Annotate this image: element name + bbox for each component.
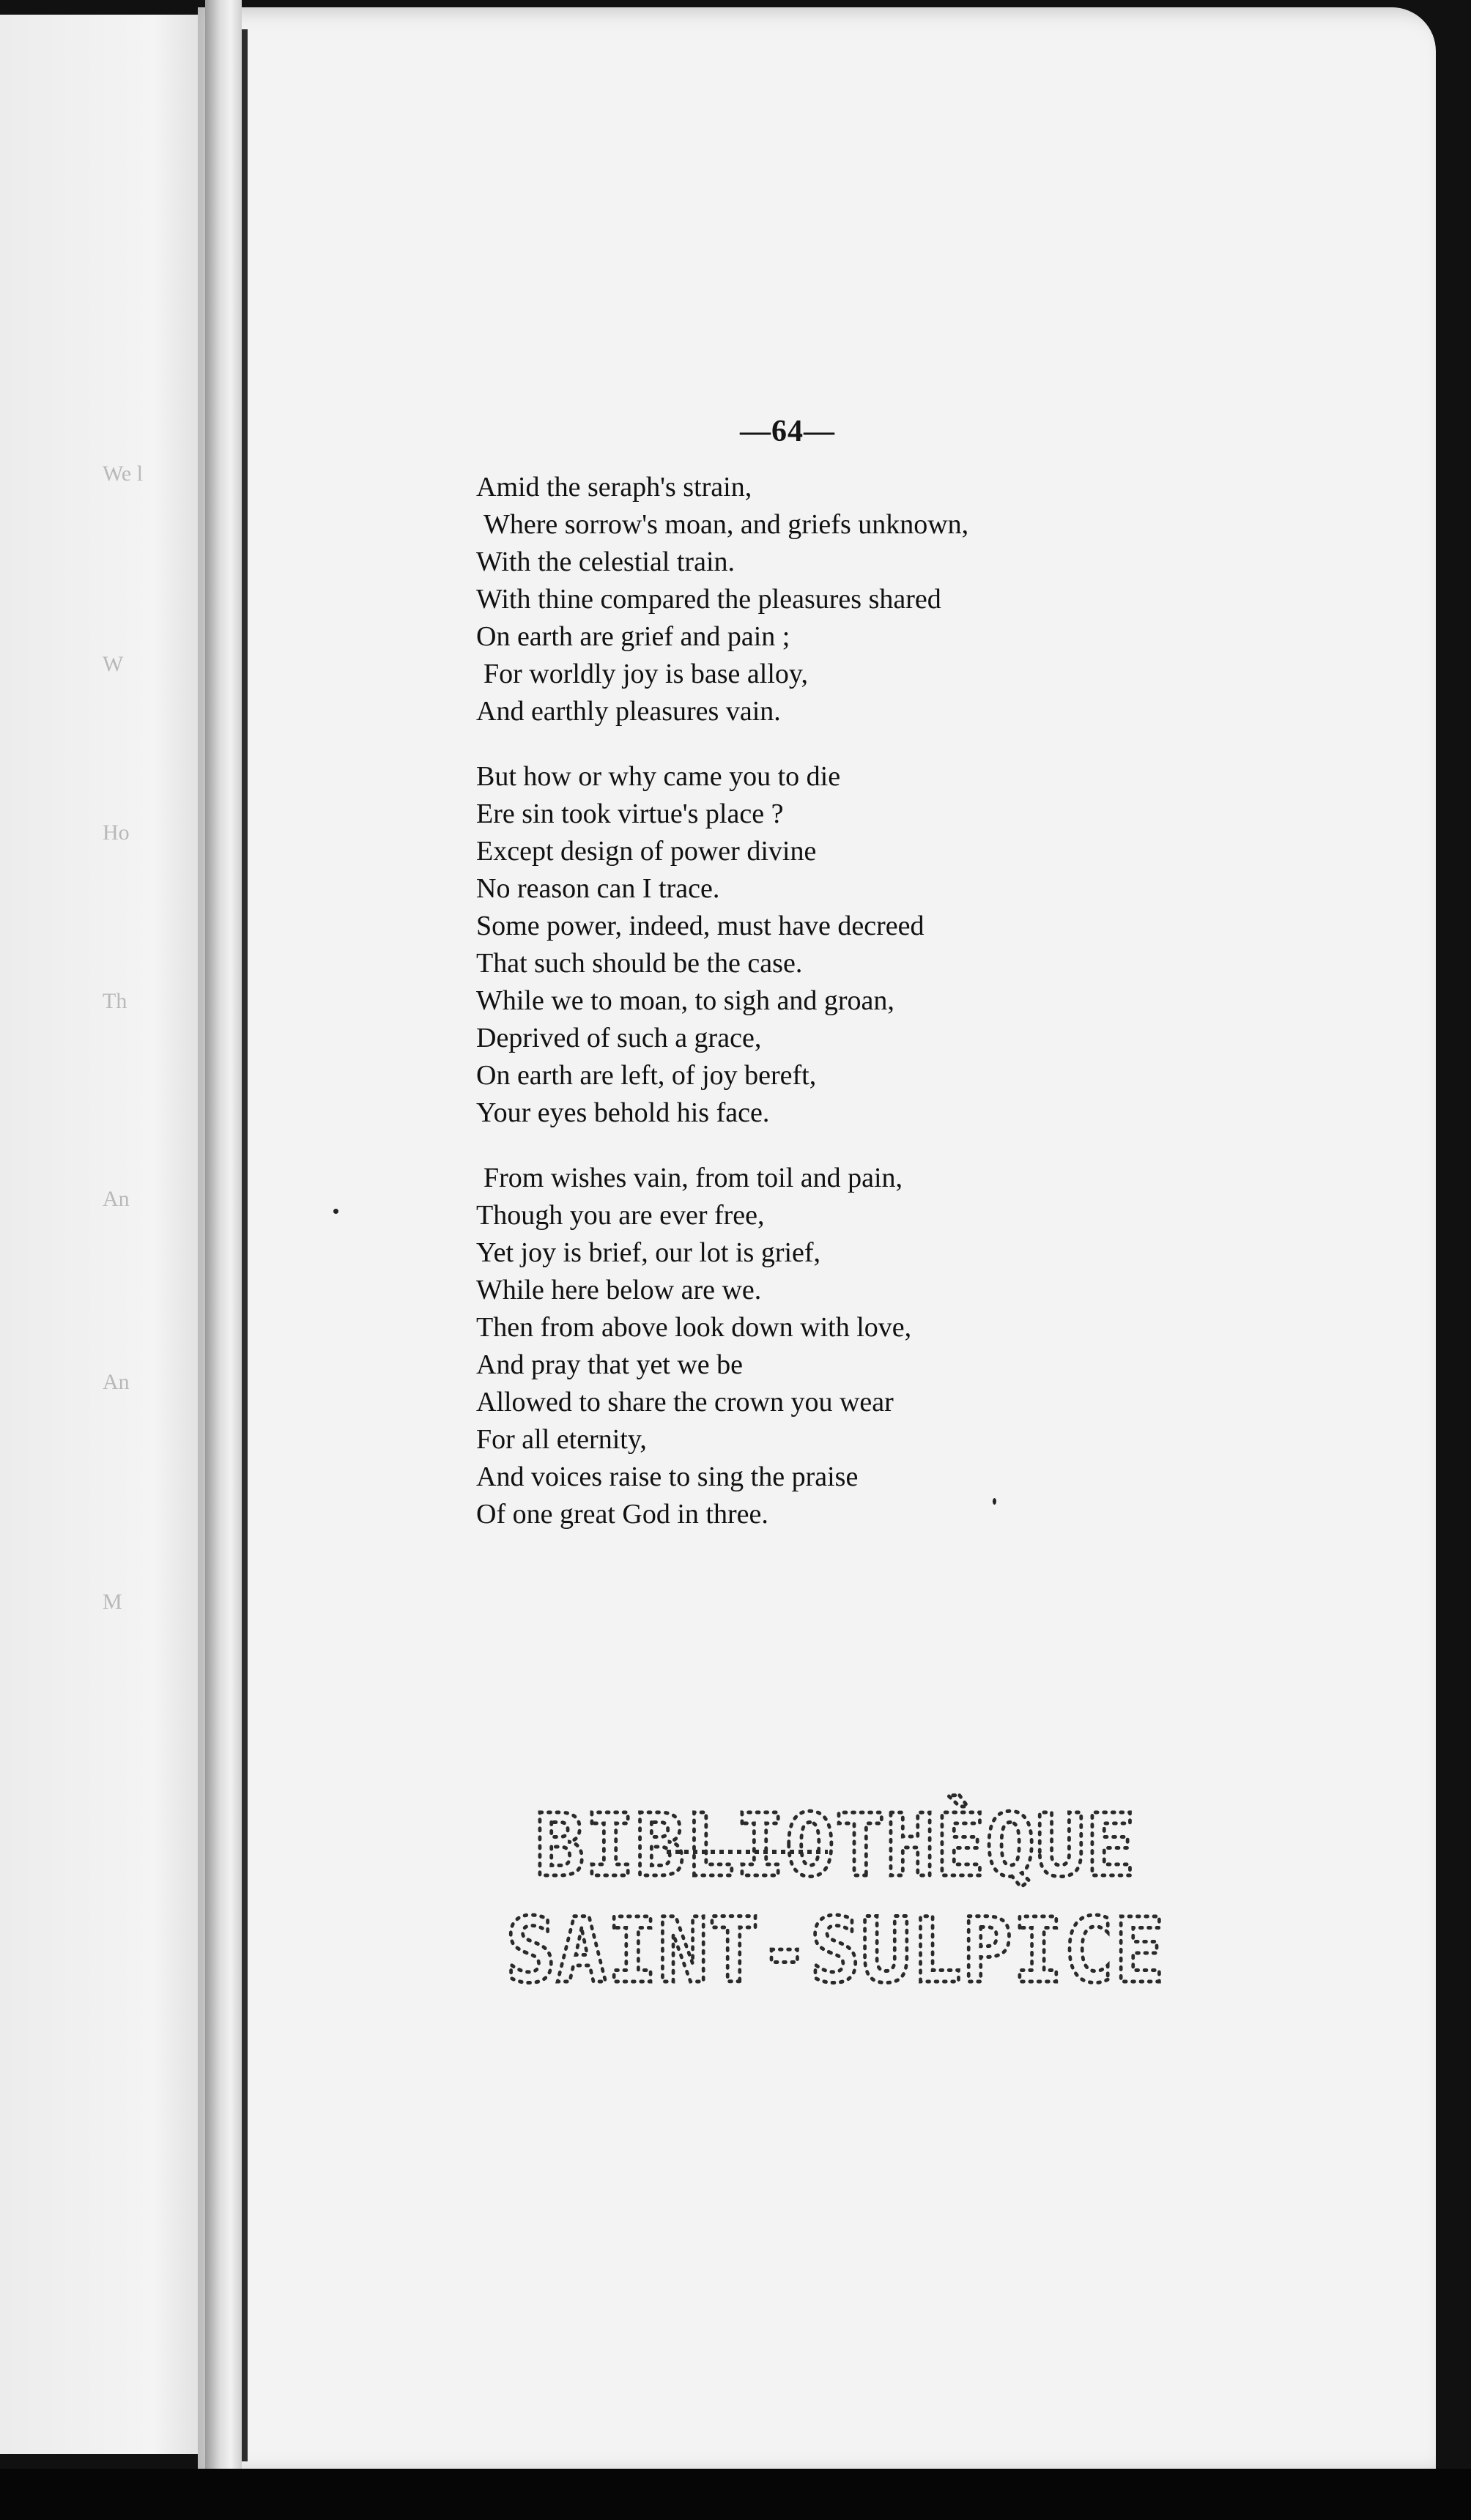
poem-line: Amid the seraph's strain,: [476, 472, 752, 503]
page-number: —64—: [740, 415, 835, 448]
bleed-through-text: Th: [103, 989, 127, 1013]
bleed-through-text: Ho: [103, 820, 130, 845]
bleed-through-text: We l: [103, 462, 144, 486]
poem-text: [476, 469, 1282, 1561]
scan-border: [0, 2469, 1471, 2520]
poem-line: Though you are ever free,: [476, 1200, 765, 1231]
poem-line: With thine compared the pleasures shared: [476, 584, 941, 615]
bleed-through-text: An: [103, 1370, 130, 1394]
library-perforation-stamp: [483, 1787, 1187, 2007]
bleed-through-text: W: [103, 652, 124, 676]
paper-speck: [993, 1498, 996, 1505]
poem-line: Deprived of such a grace,: [476, 1023, 762, 1053]
stamp-line-2: SAINT-SULPICE: [505, 1899, 1165, 2003]
poem-line: While we to moan, to sigh and groan,: [476, 985, 894, 1016]
page-gutter: [205, 0, 242, 2520]
poem-line: Some power, indeed, must have decreed: [476, 911, 925, 941]
poem-line: On earth are left, of joy bereft,: [476, 1060, 817, 1091]
poem-line: Then from above look down with love,: [476, 1312, 912, 1343]
stanza: [476, 469, 1282, 730]
page-edge-shadow: [242, 29, 248, 2461]
poem-line: And voices raise to sing the praise: [476, 1461, 859, 1492]
poem-line: For worldly joy is base alloy,: [483, 659, 808, 689]
poem-line: While here below are we.: [476, 1275, 762, 1305]
poem-line: On earth are grief and pain ;: [476, 621, 790, 652]
paper-speck: [333, 1209, 338, 1214]
poem-line: With the celestial train.: [476, 546, 736, 577]
poem-line: From wishes vain, from toil and pain,: [483, 1163, 903, 1193]
bleed-through-text: M: [103, 1590, 122, 1614]
poem-line: Allowed to share the crown you wear: [476, 1387, 894, 1418]
poem-line: Except design of power divine: [476, 836, 817, 867]
poem-line: For all eternity,: [476, 1424, 647, 1455]
stamp-line-1: BIBLIOTHÈQUE: [535, 1795, 1135, 1896]
poem-line: Ere sin took virtue's place ?: [476, 798, 784, 829]
poem-line: Your eyes behold his face.: [476, 1097, 770, 1128]
stanza: [476, 758, 1282, 1132]
poem-line: And earthly pleasures vain.: [476, 696, 781, 727]
poem-line: Of one great God in three.: [476, 1499, 768, 1530]
poem-line: But how or why came you to die: [476, 761, 841, 792]
poem-line: And pray that yet we be: [476, 1349, 744, 1380]
poem-line: Yet joy is brief, our lot is grief,: [476, 1237, 821, 1268]
poem-line: No reason can I trace.: [476, 873, 720, 904]
stanza: [476, 1160, 1282, 1533]
poem-line: Where sorrow's moan, and griefs unknown,: [483, 509, 969, 540]
facing-page-edge: [0, 15, 220, 2454]
bleed-through-text: An: [103, 1187, 130, 1211]
poem-line: That such should be the case.: [476, 948, 803, 979]
